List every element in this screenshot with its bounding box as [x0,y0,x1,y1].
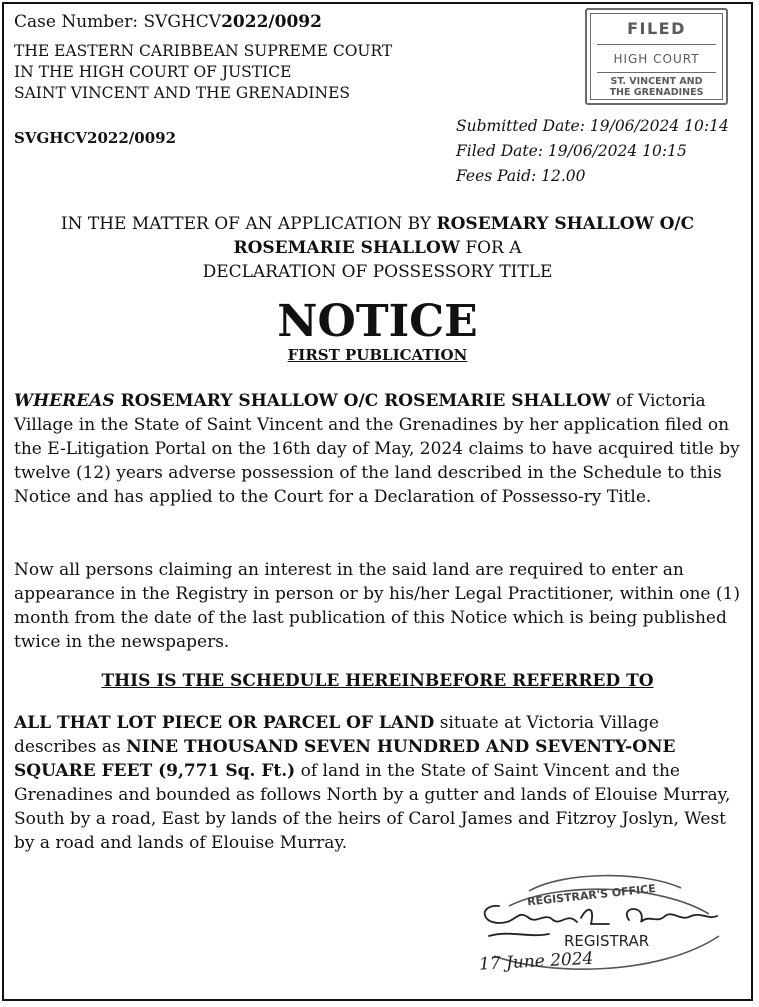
matter-for: FOR A [459,238,522,258]
stamp-court: HIGH COURT [613,52,700,66]
matter-heading [4,212,751,284]
publication-subtitle: FIRST PUBLICATION [287,346,468,364]
court-line-3: SAINT VINCENT AND THE GRENADINES [14,84,351,102]
filed-date: Filed Date: 19/06/2024 10:15 [456,142,687,160]
stamp-title: FILED [627,19,686,38]
schedule-heading: THIS IS THE SCHEDULE HEREINBEFORE REFERRED TO [101,671,654,691]
court-line-1: THE EASTERN CARIBBEAN SUPREME COURT [14,42,393,60]
whereas-text: of Victoria Village in the State of Saint Vincent and the Grenadines by her application filed on the E-Litigation Portal on the 16th day of May, 2024 claims to have acquired title by twelve (12) years adverse possession of the land described in the Schedule to this Notice and has applied to the Court for a Declaration of Possesso-ry Title. [14,391,740,507]
filed-stamp [585,8,728,105]
whereas-paragraph [14,389,746,509]
matter-prefix: IN THE MATTER OF AN APPLICATION BY [60,214,437,234]
whereas-word: WHEREAS [14,391,115,411]
case-number-label: Case Number: SVGHCV [14,12,222,32]
filing-details [456,114,729,189]
stamp-place-line-1: ST. VINCENT AND [610,76,703,87]
land-area: NINE THOUSAND SEVEN HUNDRED AND SEVENTY-ONE SQUARE FEET (9,771 Sq. Ft.) [14,737,676,781]
applicant-name: ROSEMARY SHALLOW O/C [436,214,695,234]
applicant-alias: ROSEMARIE SHALLOW [233,238,460,258]
schedule-paragraph [14,711,746,855]
stamp-place [587,76,726,98]
court-line-2: IN THE HIGH COURT OF JUSTICE [14,63,292,81]
registrar-signature-stamp [469,866,734,981]
notice-title: NOTICE [277,296,478,347]
case-number [14,12,322,32]
claims-paragraph: Now all persons claiming an interest in the said land are required to enter an appearance in the Registry in person or by his/her Legal Practitioner, within one (1) month from the date of the last publication of this Notice which is being published twice in the newspapers. [14,560,740,652]
schedule-text-1: situate at Victoria Village describes as [14,713,659,757]
handwritten-date: 17 June 2024 [478,948,594,975]
lot-description: ALL THAT LOT PIECE OR PARCEL OF LAND [14,713,435,733]
suit-reference: SVGHCV2022/0092 [14,129,177,147]
submitted-date: Submitted Date: 19/06/2024 10:14 [456,117,729,135]
court-heading [14,41,392,104]
matter-declaration: DECLARATION OF POSSESSORY TITLE [202,262,553,282]
case-number-value: 2022/0092 [221,12,322,32]
notice-document [2,2,753,1001]
applicant-full-name: ROSEMARY SHALLOW O/C ROSEMARIE SHALLOW [114,391,611,411]
fees-paid: Fees Paid: 12.00 [456,167,586,185]
stamp-office-text: REGISTRAR'S OFFICE [526,882,657,909]
registrar-title: REGISTRAR [564,932,650,950]
stamp-place-line-2: THE GRENADINES [609,87,704,98]
schedule-text-2: of land in the State of Saint Vincent and the Grenadines and bounded as follows North by a gutter and lands of Elouise Murray, South by a road, East by lands of the heirs of Carol James and Fitzroy Joslyn, West by a road and lands of Elouise Murray. [14,761,731,853]
